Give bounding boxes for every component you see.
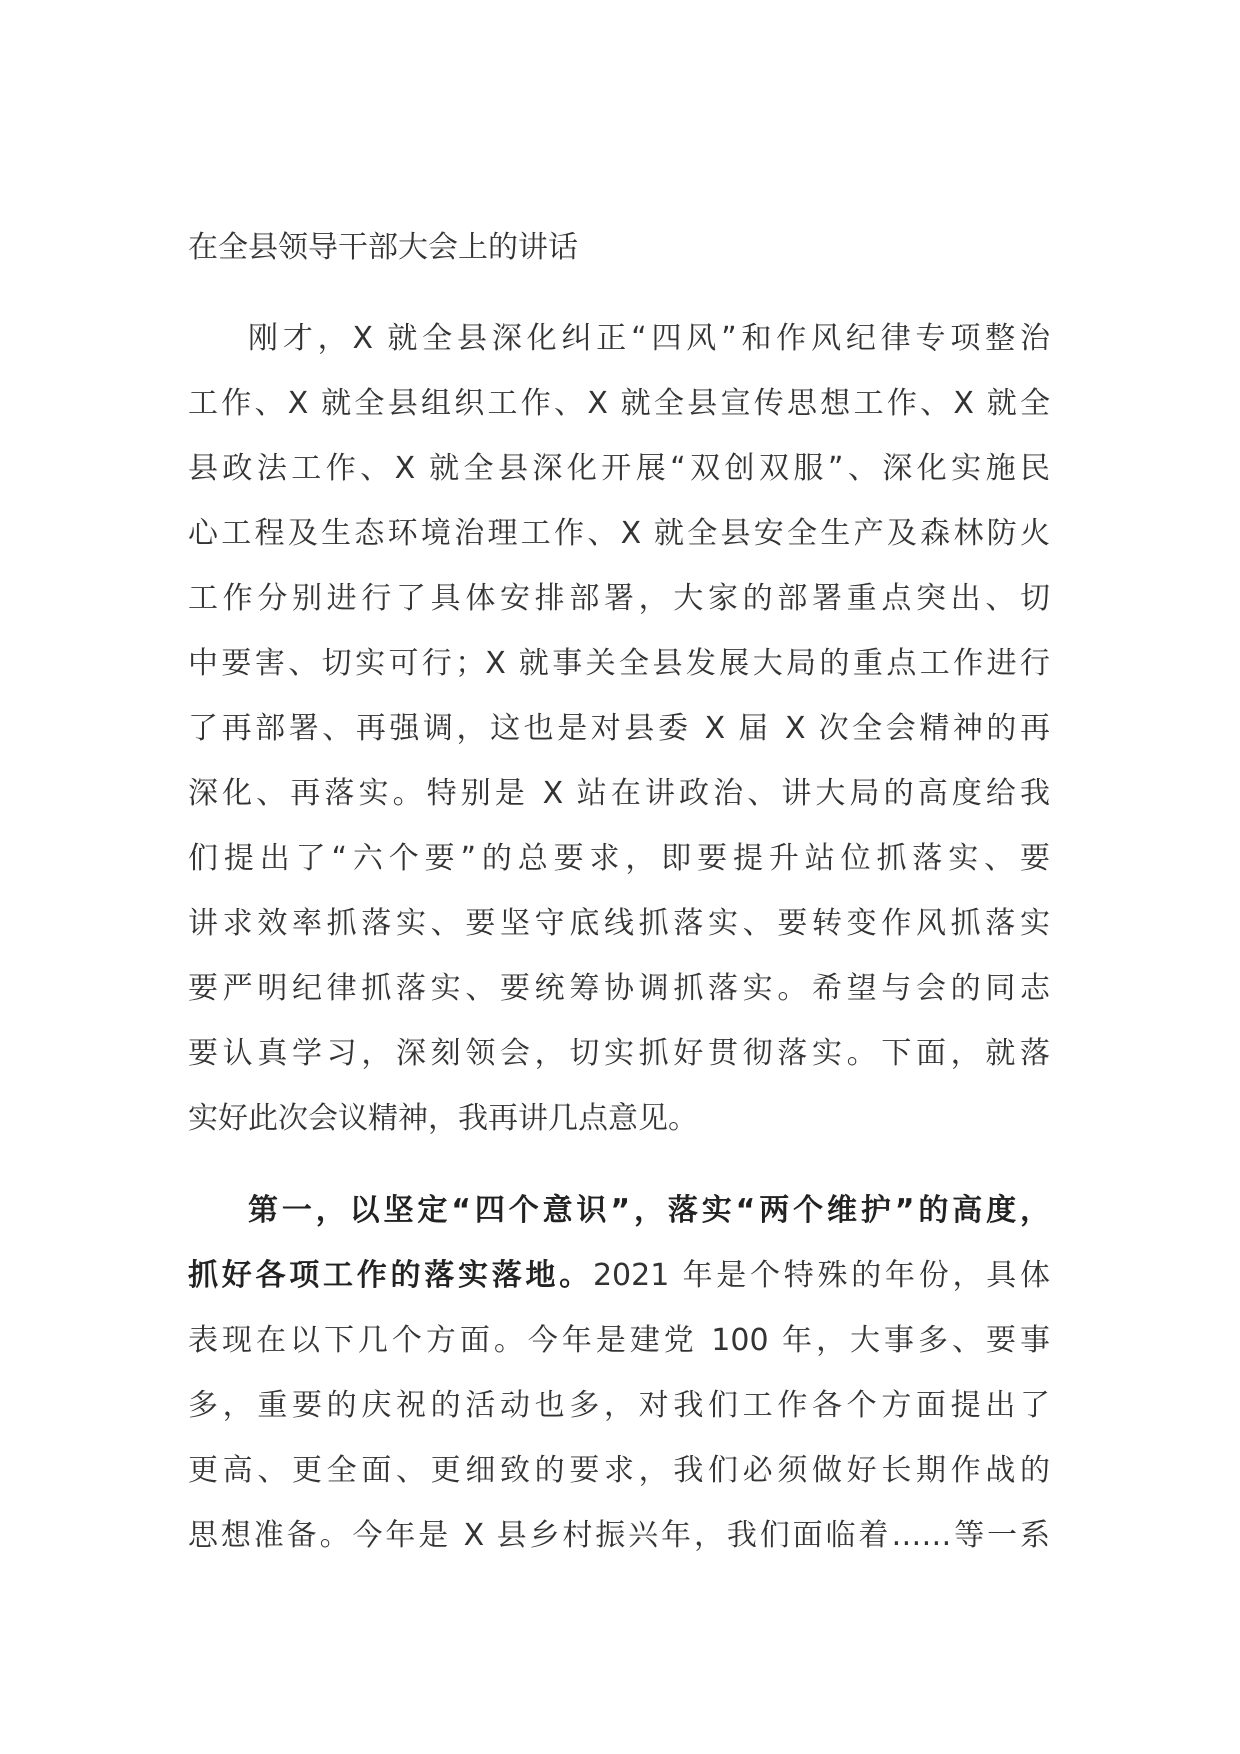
text-line: 们提出了“六个要”的总要求，即要提升站位抓落实、要 xyxy=(188,841,1050,876)
text-line: 多，重要的庆祝的活动也多，对我们工作各个方面提出了 xyxy=(188,1388,1050,1423)
text-line: 要严明纪律抓落实、要统筹协调抓落实。希望与会的同志 xyxy=(188,971,1050,1006)
text-line: 深化、再落实。特别是 X 站在讲政治、讲大局的高度给我 xyxy=(188,776,1050,811)
text-line: 刚才，X 就全县深化纠正“四风”和作风纪律专项整治 xyxy=(248,321,1050,356)
text-line: 实好此次会议精神，我再讲几点意见。 xyxy=(188,1101,698,1136)
text-line: 表现在以下几个方面。今年是建党 100 年，大事多、要事 xyxy=(188,1323,1050,1358)
text-line: 思想准备。今年是 X 县乡村振兴年，我们面临着……等一系 xyxy=(188,1518,1050,1553)
text-line: 工作分别进行了具体安排部署，大家的部署重点突出、切 xyxy=(188,581,1050,616)
document-title: 在全县领导干部大会上的讲话 xyxy=(188,230,578,265)
text-line: 讲求效率抓落实、要坚守底线抓落实、要转变作风抓落实 xyxy=(188,906,1050,941)
text-line: 心工程及生态环境治理工作、X 就全县安全生产及森林防火 xyxy=(188,516,1050,551)
section-heading: 第一，以坚定“四个意识”，落实“两个维护”的高度， xyxy=(248,1193,1050,1228)
text-line: 县政法工作、X 就全县深化开展“双创双服”、深化实施民 xyxy=(188,451,1050,486)
text-line: 更高、更全面、更细致的要求，我们必须做好长期作战的 xyxy=(188,1453,1050,1488)
text-line: 工作、X 就全县组织工作、X 就全县宣传思想工作、X 就全 xyxy=(188,386,1050,421)
body-text: 2021 年是个特殊的年份，具体 xyxy=(592,1258,1051,1293)
text-line: 中要害、切实可行；X 就事关全县发展大局的重点工作进行 xyxy=(188,646,1050,681)
section-heading-continued: 抓好各项工作的落实落地。 xyxy=(188,1258,593,1293)
section-heading-line xyxy=(248,1178,1050,1243)
text-line xyxy=(188,1243,1050,1308)
text-line: 了再部署、再强调，这也是对县委 X 届 X 次全会精神的再 xyxy=(188,711,1050,746)
text-line: 要认真学习，深刻领会，切实抓好贯彻落实。下面，就落 xyxy=(188,1036,1050,1071)
